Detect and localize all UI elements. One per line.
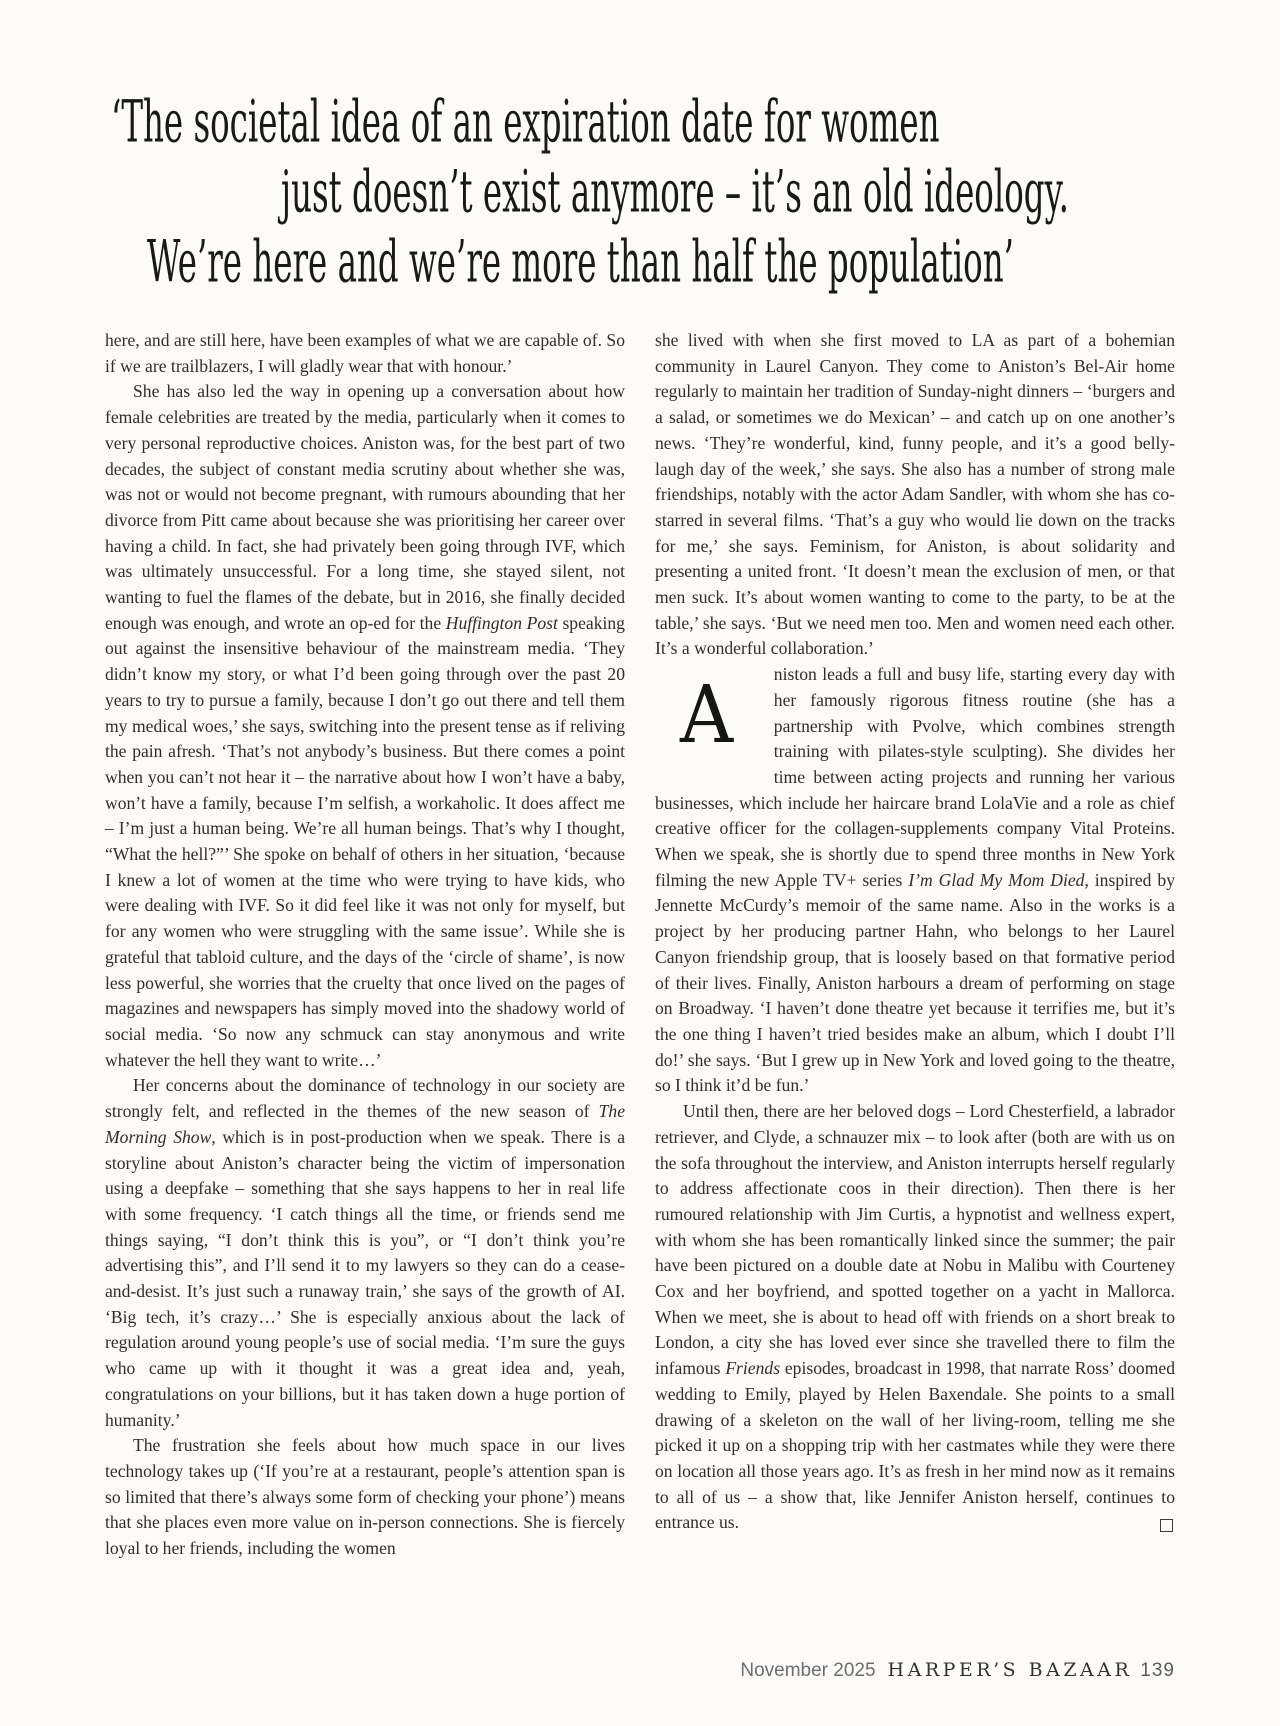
pull-quote <box>105 88 1175 298</box>
pull-quote-text: just doesn’t exist anymore – it’s an old ideology. <box>281 158 1069 227</box>
drop-cap: A <box>680 668 734 762</box>
italic-title: The Morning Show <box>105 1101 625 1147</box>
paragraph: A niston leads a full and busy life, starting every day with her famously rigorous fitness routine (she has a partnership with Pvolve, which combines strength training with pilates-style sculpting). She divides her time between acting projects and running her various businesses, which include her haircare brand LolaVie and a role as chief creative officer for the collagen-supplements company Vital Proteins. When we speak, she is shortly due to spend three months in New York filming the new Apple TV+ series I’m Glad My Mom Died, inspired by Jennette McCurdy’s memoir of the same name. Also in the works is a project by her producing partner Hahn, who belongs to her Laurel Canyon friendship group, that is loosely based on that formative period of their lives. Finally, Aniston harbours a dream of performing on stage on Broadway. ‘I haven’t done theatre yet because it terrifies me, but it’s the one thing I haven’t tried besides make an album, which I doubt I’ll do!’ she says. ‘But I grew up in New York and loved going to the theatre, so I think it’d be fun.’ <box>655 664 1175 1096</box>
paragraph: she lived with when she first moved to LA as part of a bohemian community in Laurel Canyon. They come to Aniston’s Bel-Air home regularly to maintain her tradition of Sunday-night dinners – ‘burgers and a salad, or sometimes we do Mexican’ – and catch up on one another’s news. ‘They’re wonderful, kind, funny people, and it’s a good belly-laugh day of the week,’ she says. She also has a number of strong male friendships, notably with the actor Adam Sandler, with whom she has co-starred in several films. ‘That’s a guy who would lie down on the tracks for me,’ she says. Feminism, for Aniston, is about solidarity and presenting a united front. ‘It doesn’t mean the exclusion of men, or that men suck. It’s about women wanting to come to the party, to be at the table,’ she says. ‘But we need men too. Men and women need each other. It’s a wonderful collaboration.’ <box>655 330 1175 659</box>
italic-title: Friends <box>725 1358 781 1379</box>
end-of-article-mark <box>1160 1519 1173 1532</box>
page-number: 139 <box>1140 1660 1175 1681</box>
page-footer <box>740 1659 1175 1682</box>
issue-date: November 2025 <box>740 1660 876 1681</box>
italic-title: Huffington Post <box>445 612 558 633</box>
paragraph: She has also led the way in opening up a conversation about how female celebrities are treated by the media, particularly when it comes to very personal reproductive choices. Aniston was, for the best part of two decades, the subject of constant media scrutiny about whether she was, was not or would not become pregnant, with rumours abounding that her divorce from Pitt came about because she was prioritising her career over having a child. In fact, she had privately been going through IVF, which was ultimately unsuccessful. For a long time, she stayed silent, not wanting to fuel the flames of the debate, but in 2016, she finally decided enough was enough, and wrote an op-ed for the Huffington Post speaking out against the insensitive behaviour of the mainstream media. ‘They didn’t know my story, or what I’d been going through over the past 20 years to try to pursue a family, because I don’t go out there and tell them my medical woes,’ she says, switching into the present tense as if reliving the pain afresh. ‘That’s not anybody’s business. But there comes a point when you can’t not hear it – the narrative about how I won’t have a baby, won’t have a family, because I’m selfish, a workaholic. It does affect me – I’m just a human being. We’re all human beings. That’s why I thought, “What the hell?”’ She spoke on behalf of others in her situation, ‘because I knew a lot of women at the time who were trying to have kids, who were dealing with IVF. So it did feel like it was not only for myself, but for any women who were struggling with the same issue’. While she is grateful that tabloid culture, and the days of the ‘circle of shame’, is now less powerful, she worries that the cruelty that once lived on the pages of magazines and newspapers has simply moved into the shadowy world of social media. ‘So now any schmuck can stay anonymous and write whatever the hell they want to write…’ <box>105 381 625 1070</box>
pull-quote-text: We’re here and we’re more than half the population’ <box>147 228 1014 297</box>
pull-quote-text: ‘The societal idea of an expiration date for women <box>111 88 940 157</box>
pull-quote-line <box>147 228 1175 298</box>
paragraph: Until then, there are her beloved dogs – Lord Chesterfield, a labrador retriever, and Clyde, a schnauzer mix – to look after (both are with us on the sofa throughout the interview, and Aniston interrupts herself regularly to address affectionate coos in their direction). Then there is her rumoured relationship with Jim Curtis, a hypnotist and wellness expert, with whom she has been romantically linked since the summer; the pair have been pictured on a double date at Nobu in Malibu with Courteney Cox and her boyfriend, and spotted together on a yacht in Mallorca. When we meet, she is about to head off with friends on a short break to London, a city she has loved ever since she travelled there to film the infamous Friends episodes, broadcast in 1998, that narrate Ross’ doomed wedding to Emily, played by Helen Baxendale. She points to a small drawing of a skeleton on the wall of her living-room, telling me she picked it up on a shopping trip with her castmates while they were there on location all those years ago. It’s as fresh in her mind now as it remains to all of us – a show that, like Jennifer Aniston herself, continues to entrance us. <box>655 1101 1175 1533</box>
magazine-title: HARPER’S BAZAAR <box>887 1659 1133 1681</box>
article-column-right <box>655 328 1175 1562</box>
paragraph: here, and are still here, have been examples of what we are capable of. So if we are trailblazers, I will gladly wear that with honour.’ <box>105 330 625 376</box>
paragraph: Her concerns about the dominance of technology in our society are strongly felt, and reflected in the themes of the new season of The Morning Show, which is in post-production when we speak. There is a storyline about Aniston’s character being the victim of impersonation using a deepfake – something that she says happens to her in real life with some frequency. ‘I catch things all the time, or friends send me things saying, “I don’t think this is you”, or “I don’t think you’re advertising this”, and I’ll send it to my lawyers so they can do a cease-and-desist. It’s just such a runaway train,’ she says of the growth of AI. ‘Big tech, it’s crazy…’ She is especially anxious about the lack of regulation around young people’s use of social media. ‘I’m sure the guys who came up with it thought it was a great idea and, yeah, congratulations on your billions, but it has taken down a huge portion of humanity.’ <box>105 1075 625 1430</box>
pull-quote-line <box>111 88 1175 158</box>
article-column-left <box>105 328 625 1562</box>
article-body <box>105 328 1175 1562</box>
italic-title: I’m Glad My Mom Died <box>908 869 1085 890</box>
paragraph: The frustration she feels about how much space in our lives technology takes up (‘If you’re at a restaurant, people’s attention span is so limited that there’s always some form of checking your phone’) means that she places even more value on in-person connections. She is fiercely loyal to her friends, including the women <box>105 1435 625 1559</box>
pull-quote-line <box>281 158 1175 228</box>
